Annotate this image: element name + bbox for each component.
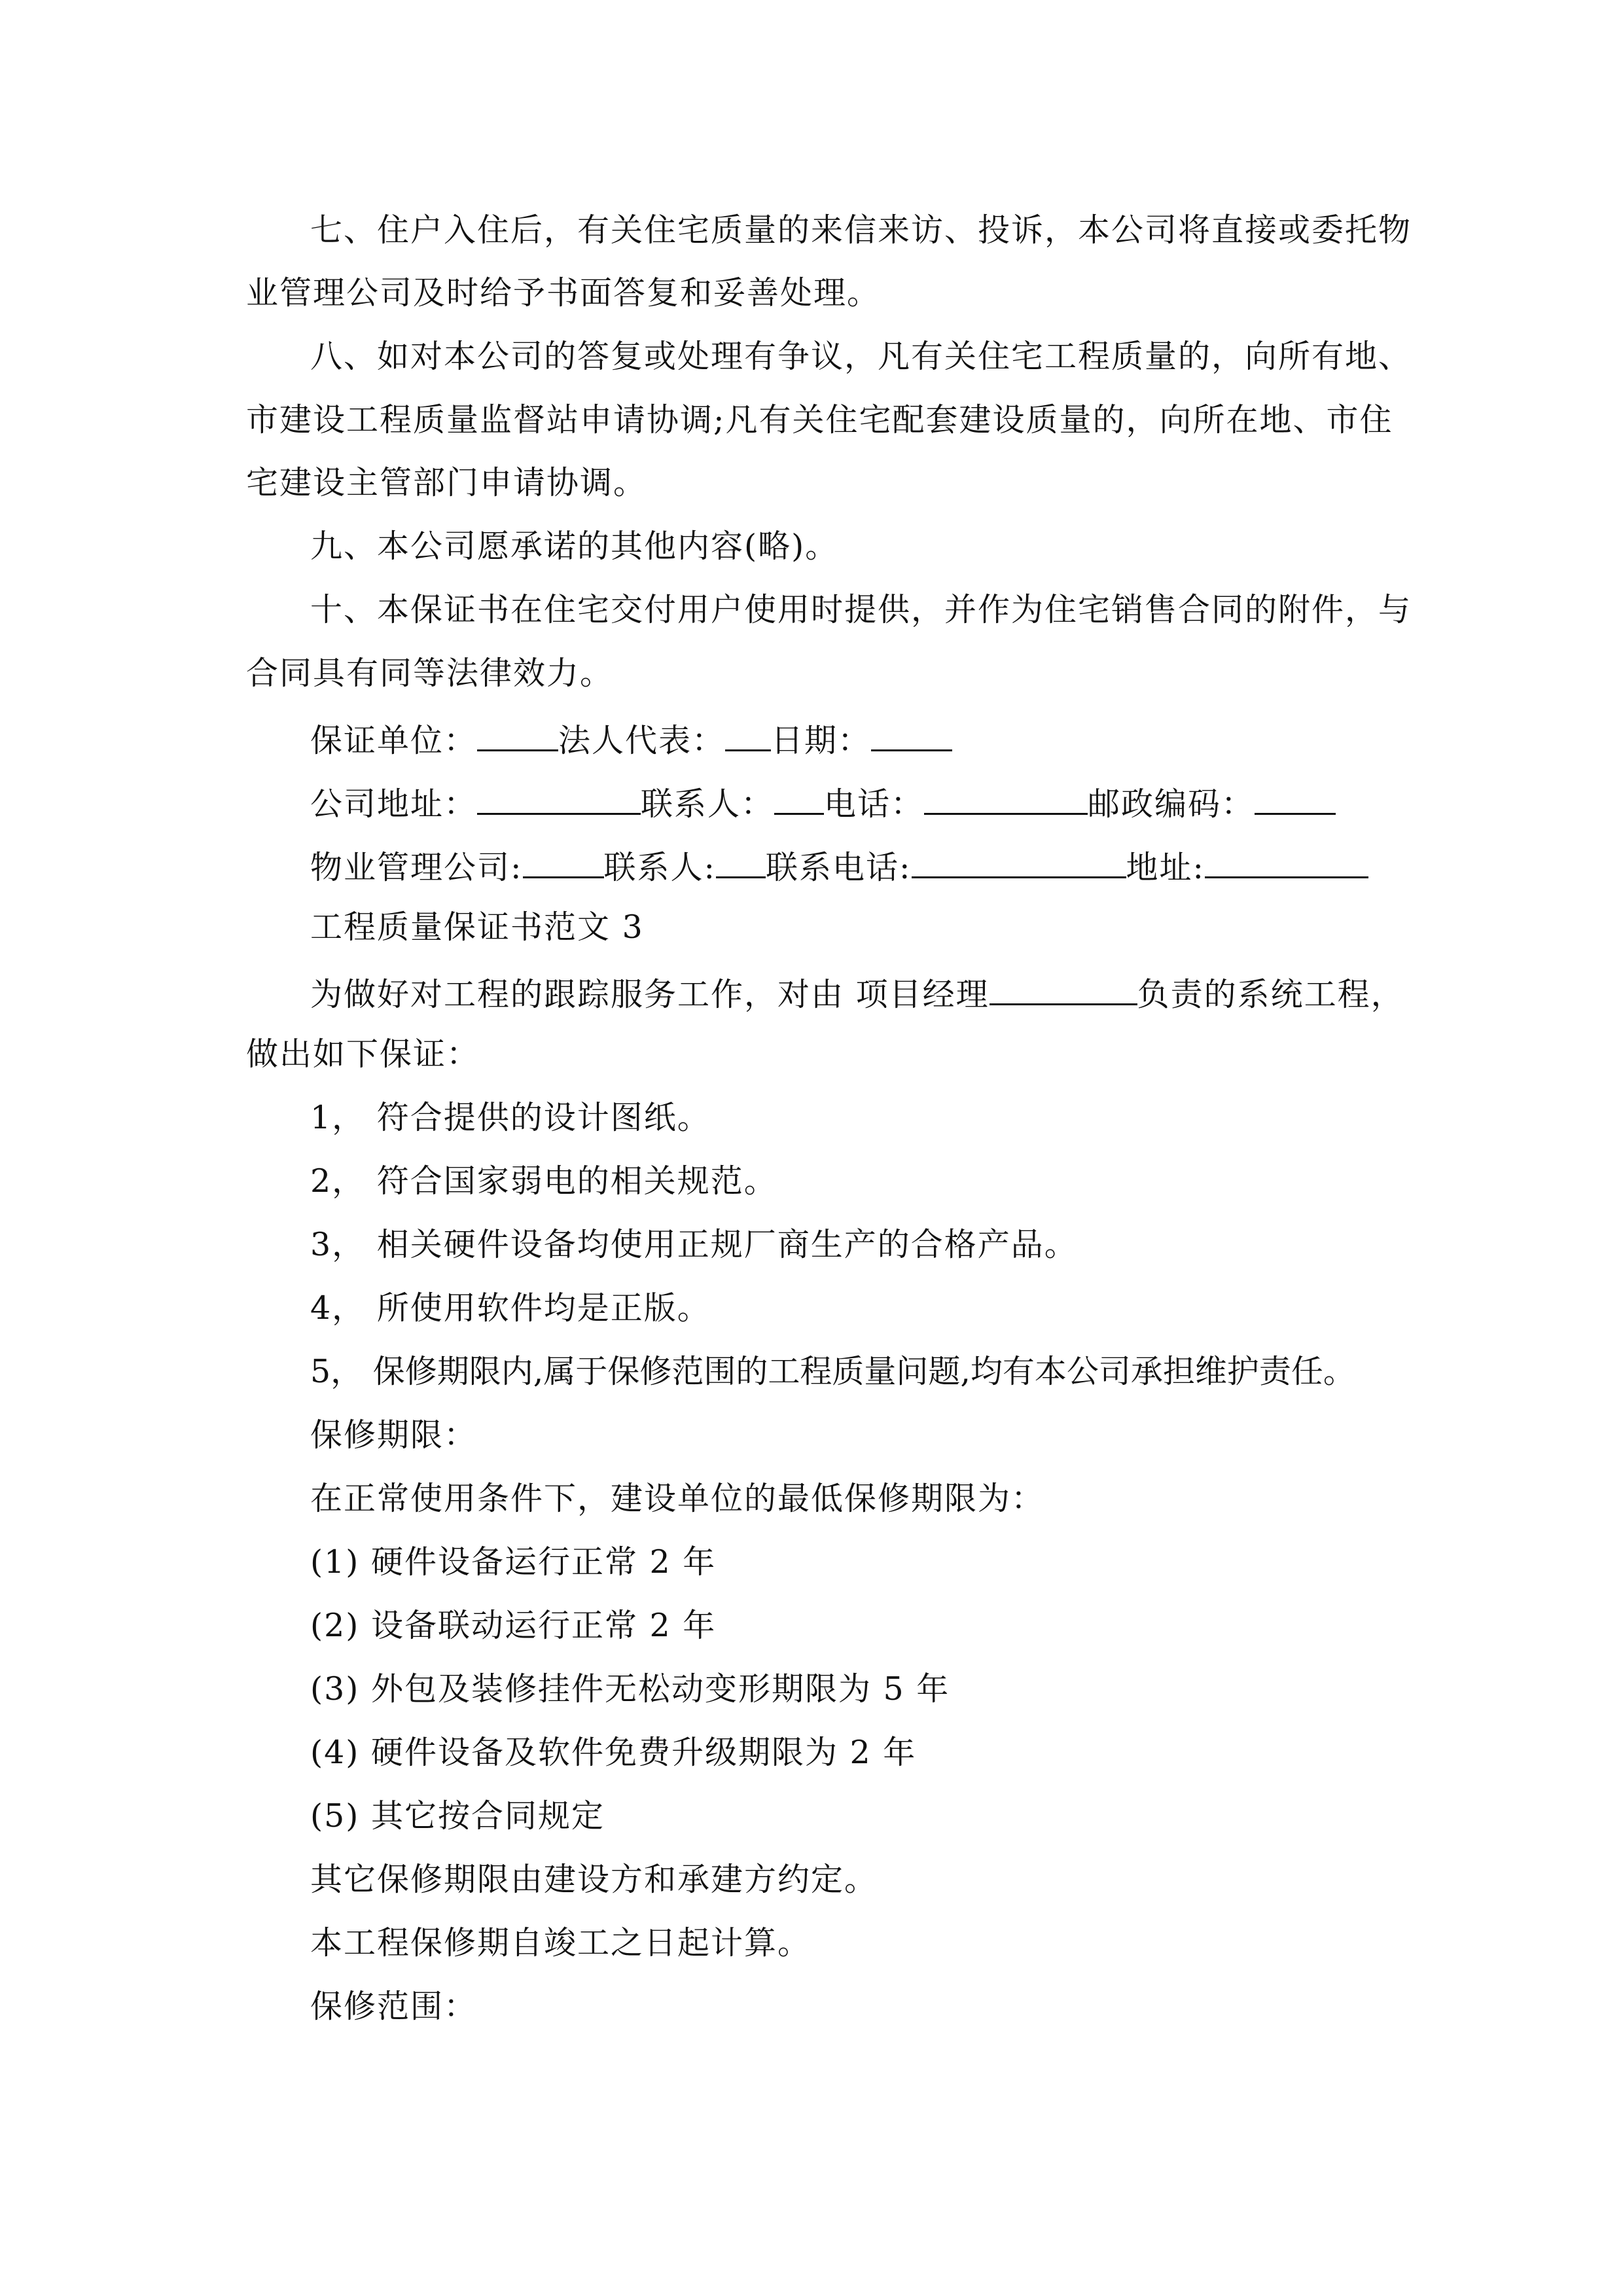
- intro-text-a: 为做好对工程的跟踪服务工作，对由 项目经理: [310, 976, 990, 1013]
- warranty-period-3: (3) 外包及装修挂件无松动变形期限为 5 年: [310, 1670, 950, 1708]
- warranty-period-2: (2) 设备联动运行正常 2 年: [310, 1607, 717, 1644]
- other-periods-text: 其它保修期限由建设方和承建方约定。: [310, 1861, 878, 1898]
- intro-line-2: 做出如下保证：: [246, 1035, 480, 1073]
- intro-line-1: [310, 975, 1404, 1011]
- company-address-blank: [477, 784, 641, 815]
- property-contact-label: 联系人:: [603, 849, 717, 886]
- legal-rep-blank: [725, 721, 771, 751]
- date-label: 日期：: [771, 722, 872, 759]
- company-contact-blank: [774, 784, 824, 815]
- warranty-period-5: (5) 其它按合同规定: [310, 1797, 605, 1835]
- guarantee-item-2: 2， 符合国家弱电的相关规范。: [310, 1162, 777, 1200]
- scope-heading: 保修范围：: [310, 1988, 478, 2025]
- section-title: 工程质量保证书范文 3: [310, 908, 644, 946]
- guarantee-item-4: 4， 所使用软件均是正版。: [310, 1289, 711, 1327]
- property-address-label: 地址:: [1126, 849, 1205, 886]
- guarantee-item-3: 3， 相关硬件设备均使用正规厂商生产的合格产品。: [310, 1226, 1078, 1263]
- signature-line-company: [310, 784, 1336, 823]
- property-company-blank: [523, 848, 604, 878]
- postcode-blank: [1255, 784, 1336, 815]
- paragraph-7-line-2: 业管理公司及时给予书面答复和妥善处理。: [246, 274, 881, 312]
- guarantor-unit-label: 保证单位：: [310, 722, 478, 759]
- paragraph-10-line-2: 合同具有同等法律效力。: [246, 655, 614, 692]
- signature-line-property-management: [310, 848, 1368, 884]
- guarantee-item-5: 5， 保修期限内,属于保修范围的工程质量问题,均有本公司承担维护责任。: [310, 1353, 1355, 1390]
- warranty-period-4: (4) 硬件设备及软件免费升级期限为 2 年: [310, 1734, 917, 1771]
- warranty-period-1: (1) 硬件设备运行正常 2 年: [310, 1543, 717, 1581]
- company-contact-label: 联系人：: [641, 785, 775, 823]
- paragraph-9: 九、本公司愿承诺的其他内容(略)。: [310, 528, 839, 565]
- warranty-intro: 在正常使用条件下，建设单位的最低保修期限为：: [310, 1480, 1045, 1517]
- paragraph-8-line-3: 宅建设主管部门申请协调。: [246, 464, 647, 501]
- paragraph-10-line-1: 十、本保证书在住宅交付用户使用时提供，并作为住宅销售合同的附件，与: [310, 591, 1412, 628]
- property-company-label: 物业管理公司:: [310, 849, 523, 886]
- property-address-blank: [1205, 848, 1368, 878]
- start-date-text: 本工程保修期自竣工之日起计算。: [310, 1924, 812, 1962]
- project-manager-blank: [990, 975, 1137, 1005]
- property-phone-blank: [912, 848, 1126, 878]
- paragraph-7-line-1: 七、住户入住后，有关住宅质量的来信来访、投诉，本公司将直接或委托物: [310, 211, 1412, 249]
- legal-rep-label: 法人代表：: [558, 722, 726, 759]
- property-contact-blank: [716, 848, 766, 878]
- paragraph-8-line-2: 市建设工程质量监督站申请协调;凡有关住宅配套建设质量的，向所在地、市住: [246, 401, 1393, 439]
- postcode-label: 邮政编码：: [1088, 785, 1255, 823]
- intro-text-b: 负责的系统工程，: [1137, 976, 1404, 1013]
- company-address-label: 公司地址：: [310, 785, 478, 823]
- guarantor-unit-blank: [477, 721, 558, 751]
- property-phone-label: 联系电话:: [766, 849, 912, 886]
- guarantee-item-1: 1， 符合提供的设计图纸。: [310, 1099, 711, 1136]
- signature-line-guarantor: [310, 721, 952, 757]
- warranty-heading: 保修期限：: [310, 1416, 478, 1454]
- company-phone-label: 电话：: [824, 785, 925, 823]
- company-phone-blank: [924, 784, 1088, 815]
- paragraph-8-line-1: 八、如对本公司的答复或处理有争议，凡有关住宅工程质量的，向所有地、: [310, 338, 1412, 375]
- date-blank: [871, 721, 952, 751]
